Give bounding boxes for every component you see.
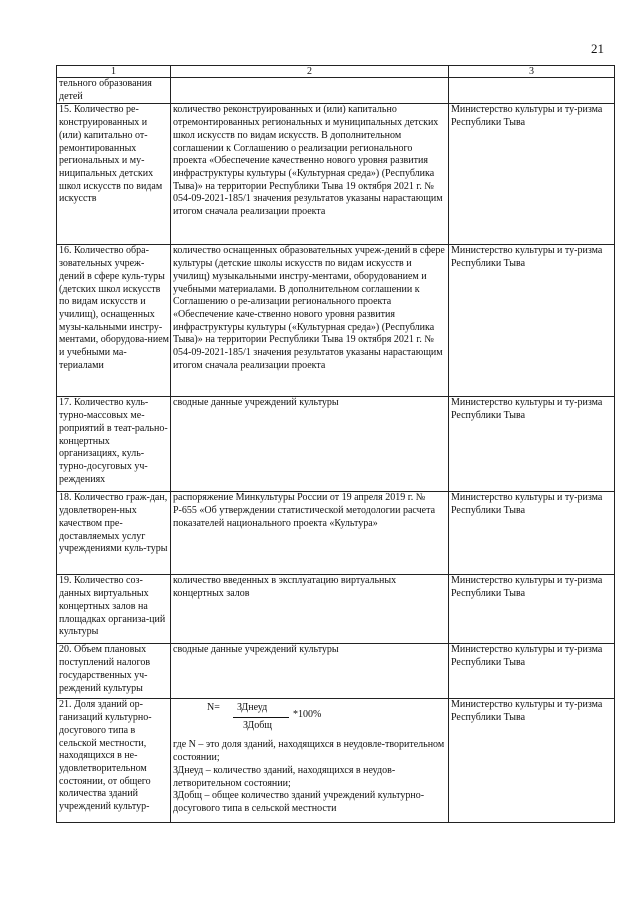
table-row xyxy=(57,104,615,245)
row-indicator-name: тельного образования детей xyxy=(57,78,171,104)
fraction-line xyxy=(233,717,289,718)
table-row xyxy=(57,78,615,104)
table-row xyxy=(57,397,615,492)
row-method xyxy=(171,78,449,104)
row-method: количество реконструированных и (или) капитально отремонтированных региональных и муниципальных детских школ искусств по видам искусств. В дополнительном соглашении к Соглашению о реализации регионального проекта «Обеспечение качественно нового уровня развития инфраструктуры культуры («Культурная среда») (Республика Тыва)» на территории Республики Тыва 19 октября 2021 г. № 054-09-2021-185/1 значения результатов указаны нарастающим итогом сначала реализации проекта xyxy=(171,104,449,245)
row-indicator-name: 15. Количество ре-конструированных и (или) капитально от-ремонтированных региональных и му-ниципальных детских школ искусств по видам искусств xyxy=(57,104,171,245)
table-row xyxy=(57,492,615,575)
formula-lhs: N= xyxy=(207,702,220,714)
formula-numerator: ЗДнеуд xyxy=(237,702,268,714)
row-method: количество введенных в эксплуатацию виртуальных концертных залов xyxy=(171,575,449,644)
row-indicator-name: 18. Количество граж-дан, удовлетворен-ных качеством пре-доставляемых услуг учреждениями куль-туры xyxy=(57,492,171,575)
row-indicator-name: 16. Количество обра-зовательных учреж-дений в сфере куль-туры (детских школ искусств по видам искусств и училищ), оснащенных музы-кальными инстру-ментами, оборудова-нием и учебными ма-териалами xyxy=(57,245,171,397)
table-header-row xyxy=(57,66,615,78)
row-responsible: Министерство культуры и ту-ризма Республики Тыва xyxy=(449,575,615,644)
row-responsible: Министерство культуры и ту-ризма Республики Тыва xyxy=(449,397,615,492)
formula-denominator: ЗДобщ xyxy=(243,720,273,732)
row-indicator-name: 17. Количество куль-турно-массовых ме-роприятий в теат-рально-концертных организациях, куль-турно-досуговых уч-реждениях xyxy=(57,397,171,492)
formula-legend-zdneud: ЗДнеуд – количество зданий, находящихся в неудов-летворительном состоянии; xyxy=(173,764,396,789)
row-method: количество оснащенных образовательных учреж-дений в сфере культуры (детские школы искусств по видам искусств и училищ) музыкальными инстру-ментами, оборудованием и учебными материалами. В дополнительном соглашении к Соглашению о ре-ализации регионального проекта «Обеспечение каче-ственно нового уровня развития инфраструктуры культуры («Культурная среда») (Республика Тыва)» на территории Республики Тыва 19 октября 2021 г. № 054-09-2021-185/1 значения результатов указаны нарастающим итогом сначала реализации проекта xyxy=(171,245,449,397)
row-indicator-name: 21. Доля зданий ор-ганизаций культурно-досугового типа в сельской местности, находящихся в не-удовлетворительном состоянии, от общего количества зданий учреждений культур- xyxy=(57,699,171,823)
formula-legend-zdobshch: ЗДобщ – общее количество зданий учреждений культурно-досугового типа в сельской местности xyxy=(173,790,425,814)
header-col-2: 2 xyxy=(171,66,449,78)
row-responsible: Министерство культуры и ту-ризма Республики Тыва xyxy=(449,644,615,699)
row-method: сводные данные учреждений культуры xyxy=(171,644,449,699)
formula-legend-n: где N – это доля зданий, находящихся в неудовле-творительном состоянии; xyxy=(173,739,445,764)
row-responsible xyxy=(449,78,615,104)
header-col-1: 1 xyxy=(57,66,171,78)
row-method: распоряжение Минкультуры России от 19 апреля 2019 г. № Р-655 «Об утверждении статистической методологии расчета показателей национального проекта «Культура» xyxy=(171,492,449,575)
row-indicator-name: 20. Объем плановых поступлений налогов государственных уч-реждений культуры xyxy=(57,644,171,699)
table-row xyxy=(57,699,615,823)
table-row xyxy=(57,245,615,397)
indicators-table xyxy=(56,65,615,823)
table-row xyxy=(57,644,615,699)
row-responsible: Министерство культуры и ту-ризма Республики Тыва xyxy=(449,104,615,245)
row-responsible: Министерство культуры и ту-ризма Республики Тыва xyxy=(449,245,615,397)
row-method xyxy=(171,699,449,823)
page-number: 21 xyxy=(591,41,604,56)
share-formula xyxy=(173,701,447,739)
row-responsible: Министерство культуры и ту-ризма Республики Тыва xyxy=(449,699,615,823)
header-col-3: 3 xyxy=(449,66,615,78)
row-responsible: Министерство культуры и ту-ризма Республики Тыва xyxy=(449,492,615,575)
formula-multiplier: *100% xyxy=(293,709,322,721)
row-indicator-name: 19. Количество соз-данных виртуальных концертных залов на площадках организа-ций культуры xyxy=(57,575,171,644)
table-row xyxy=(57,575,615,644)
row-method: сводные данные учреждений культуры xyxy=(171,397,449,492)
